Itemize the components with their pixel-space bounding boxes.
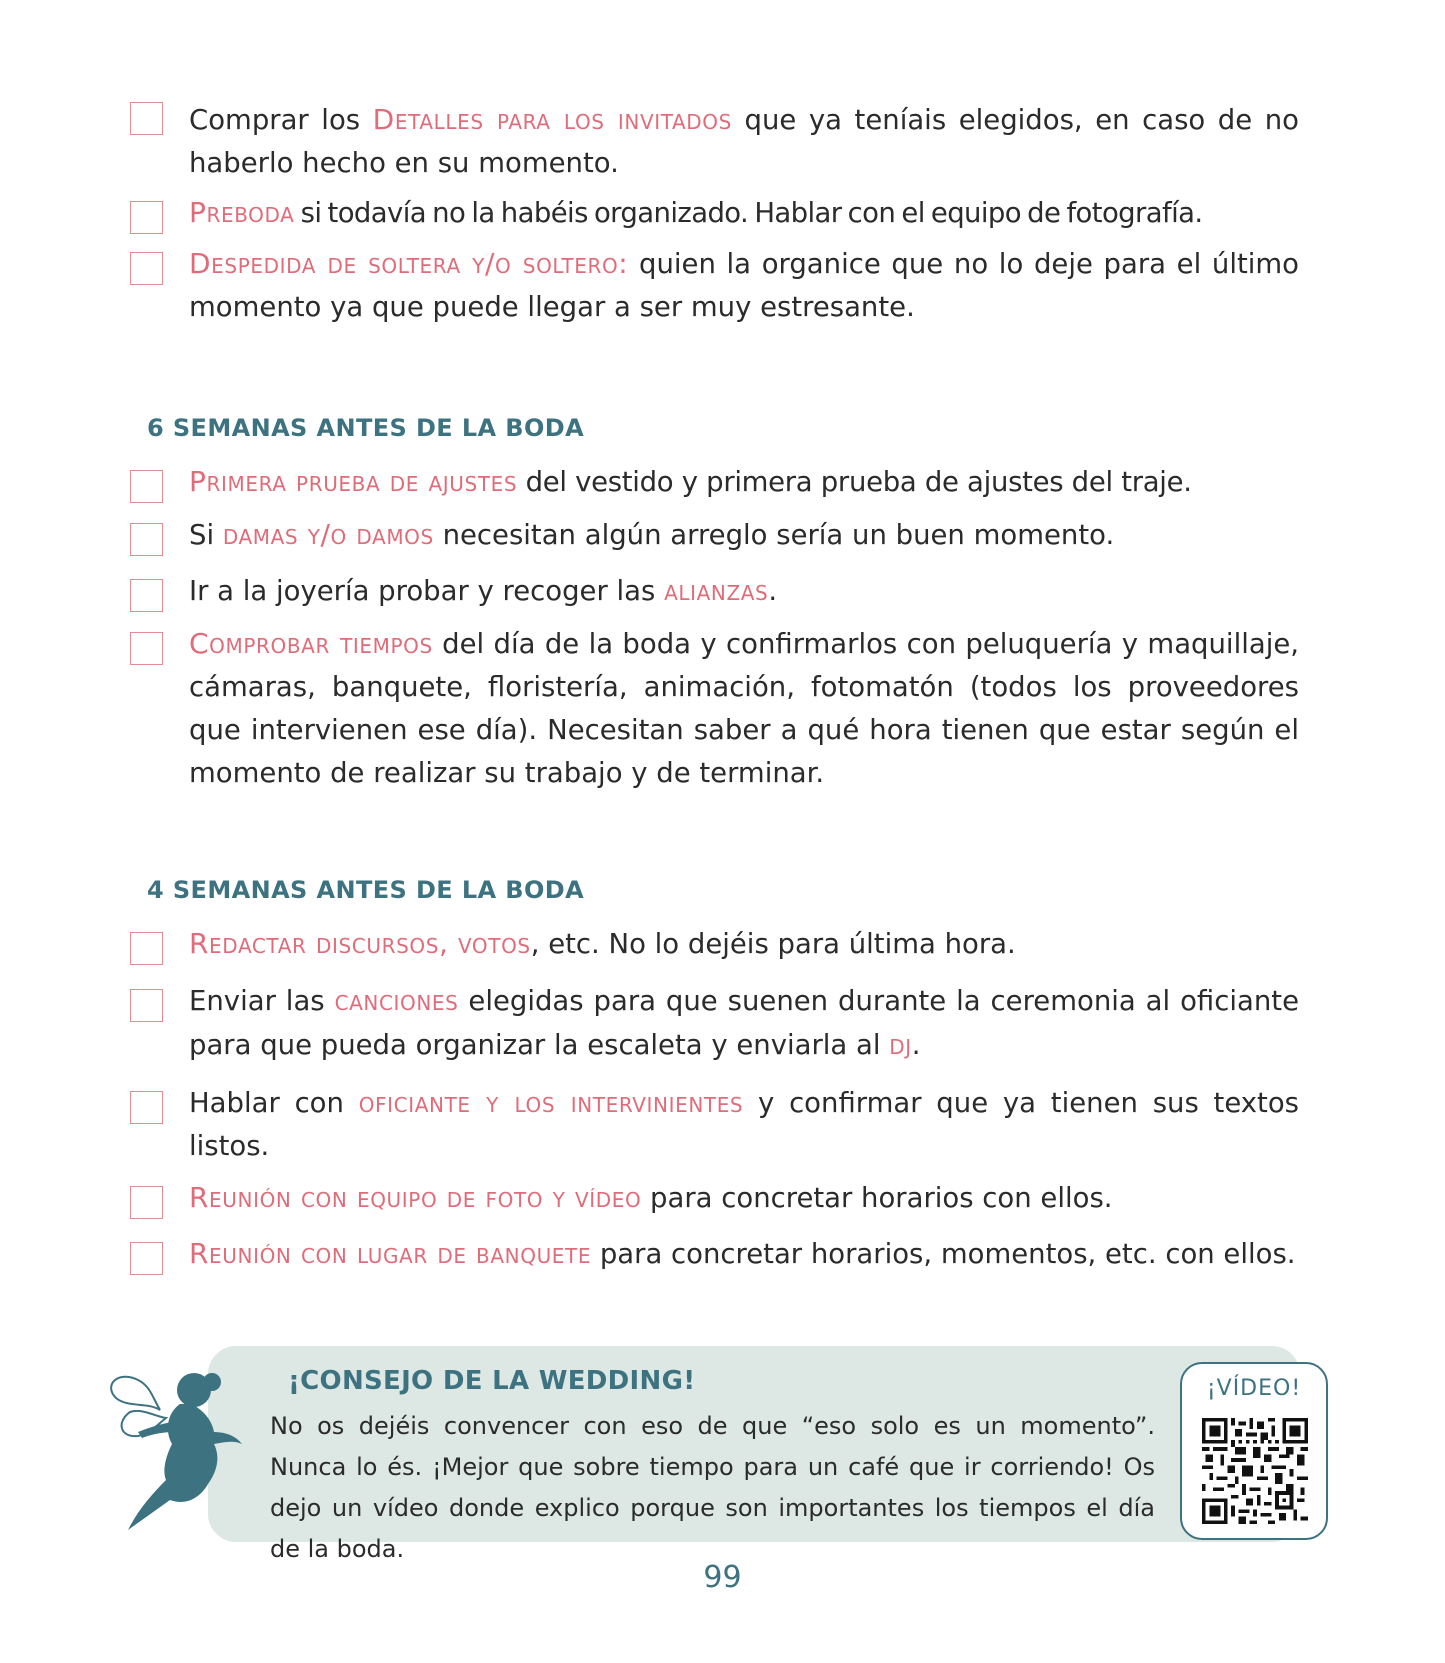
item-text-pre: Si <box>189 519 223 551</box>
item-text-post: elegidas para que suenen durante la ceremonia al oficiante para que pueda organizar la escaleta y enviarla al <box>189 985 1299 1061</box>
item-highlight: damas y/o damos <box>222 518 434 551</box>
item-text <box>189 98 1299 185</box>
section-heading: 4 SEMANAS ANTES DE LA BODA <box>147 876 585 904</box>
item-text <box>189 242 1299 329</box>
item-text <box>189 922 1299 966</box>
checkbox-icon[interactable] <box>130 632 163 665</box>
item-text-post: que ya teníais elegidos, en caso de no haberlo hecho en su momento. <box>189 104 1300 179</box>
item-text <box>189 1081 1299 1168</box>
item-text-post: para concretar horarios, momentos, etc. con ellos. <box>591 1238 1296 1270</box>
tip-text: No os dejéis convencer con eso de que “eso solo es un momento”. Nunca lo és. ¡Mejor que sobre tiempo para un café que ir corriendo! Os dejo un vídeo donde explico porque son importantes los tiempos el día de la boda. <box>270 1412 1155 1563</box>
page-number: 99 <box>703 1560 742 1595</box>
item-text-pre: Enviar las <box>189 985 335 1017</box>
item-highlight: Redactar discursos, votos <box>189 927 531 960</box>
qr-code-icon[interactable] <box>1202 1418 1308 1524</box>
item-text-pre: Comprar los <box>189 104 373 136</box>
item-highlight: Preboda <box>189 196 295 229</box>
item-text <box>189 569 1299 613</box>
item-text-post: y confirmar que ya tienen sus textos listos. <box>189 1087 1299 1162</box>
item-highlight: oficiante y los intervinientes <box>358 1086 744 1119</box>
item-highlight: Reunión con lugar de banquete <box>189 1237 592 1270</box>
item-text-post: necesitan algún arreglo sería un buen momento. <box>433 519 1115 551</box>
item-highlight: Reunión con equipo de foto y vídeo <box>189 1181 642 1214</box>
video-link[interactable] <box>1180 1362 1328 1540</box>
item-text <box>189 622 1299 795</box>
item-text <box>189 191 1299 235</box>
item-highlight: Comprobar tiempos <box>189 627 433 660</box>
video-label: ¡VÍDEO! <box>1206 1376 1302 1401</box>
checkbox-icon[interactable] <box>130 102 163 135</box>
item-text-post: del vestido y primera prueba de ajustes del traje. <box>517 466 1192 498</box>
item-highlight: Detalles para los invitados <box>372 103 732 136</box>
item-text <box>189 460 1299 504</box>
checkbox-icon[interactable] <box>130 932 163 965</box>
item-highlight: canciones <box>334 984 459 1017</box>
section-heading: 6 SEMANAS ANTES DE LA BODA <box>147 414 585 442</box>
checkbox-icon[interactable] <box>130 470 163 503</box>
checkbox-icon[interactable] <box>130 579 163 612</box>
checkbox-icon[interactable] <box>130 989 163 1022</box>
item-text <box>189 1232 1299 1276</box>
item-text-post: para concretar horarios con ellos. <box>641 1182 1113 1214</box>
item-text <box>189 979 1299 1067</box>
checkbox-icon[interactable] <box>130 1186 163 1219</box>
item-text-pre: Ir a la joyería probar y recoger las <box>189 575 665 607</box>
checkbox-icon[interactable] <box>130 1091 163 1124</box>
item-highlight: Despedida de soltera y/o soltero: <box>189 247 629 280</box>
fairy-icon <box>108 1360 258 1540</box>
item-text-post: si todavía no la habéis organizado. Hablar con el equipo de fotografía. <box>294 197 1203 229</box>
item-text-pre: Hablar con <box>189 1087 359 1119</box>
item-text-post: del día de la boda y confirmarlos con peluquería y maquillaje, cámaras, banquete, floristería, animación, fotomatón (todos los proveedores que intervienen ese día). Necesitan saber a qué hora tienen que estar según el momento de realizar su trabajo y de terminar. <box>189 628 1300 789</box>
checkbox-icon[interactable] <box>130 523 163 556</box>
item-text-post: , etc. No lo dejéis para última hora. <box>530 928 1016 960</box>
item-highlight: Primera prueba de ajustes <box>189 465 518 498</box>
checkbox-icon[interactable] <box>130 1242 163 1275</box>
item-text-post: . <box>768 575 778 607</box>
item-text <box>189 513 1299 557</box>
item-highlight: dj <box>889 1028 912 1061</box>
item-text <box>189 1176 1299 1220</box>
checkbox-icon[interactable] <box>130 252 163 285</box>
checkbox-icon[interactable] <box>130 201 163 234</box>
item-text-post: . <box>911 1029 921 1061</box>
item-highlight: alianzas <box>664 574 769 607</box>
tip-title: ¡CONSEJO DE LA WEDDING! <box>288 1366 696 1396</box>
item-text-post: quien la organice que no lo deje para el último momento ya que puede llegar a ser muy estresante. <box>189 248 1299 323</box>
